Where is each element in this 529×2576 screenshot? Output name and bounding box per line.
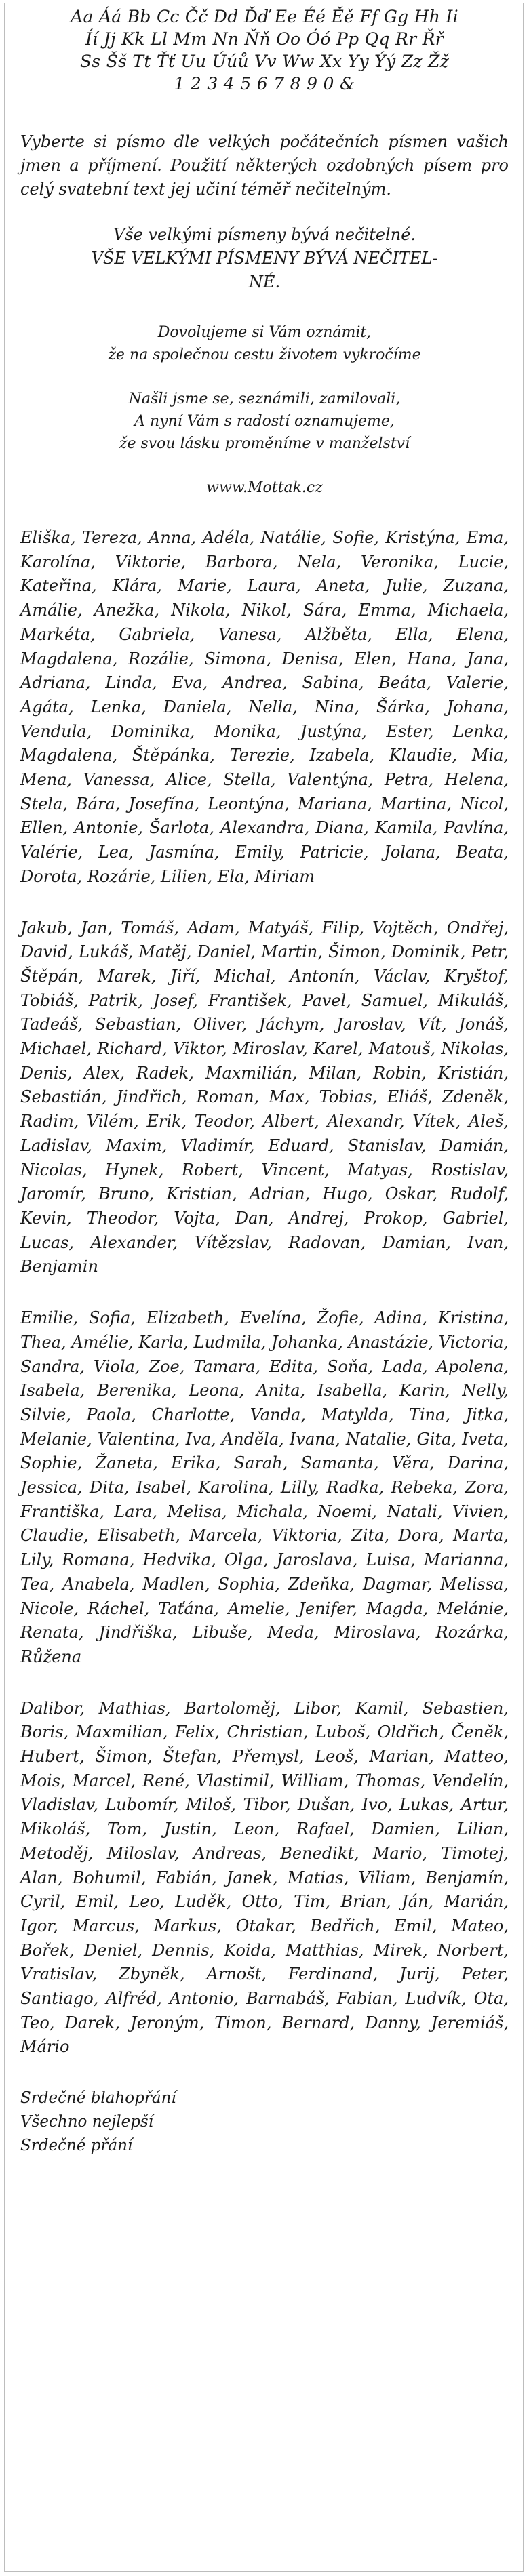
alphabet-line: Aa Áá Bb Cc Čč Dd Ďď Ee Éé Ěě Ff Gg Hh Ii bbox=[71, 7, 458, 26]
alphabet-line: Ss Šš Tt Ťť Uu Úúů Vv Ww Xx Yy Ýý Zz Žž bbox=[79, 52, 450, 71]
note-line: Vše velkými písmeny bývá nečitelné. bbox=[113, 225, 416, 244]
verse-line: A nyní Vám s radostí oznamujeme, bbox=[134, 413, 395, 430]
font-sample-sheet bbox=[20, 5, 509, 2158]
greetings-list bbox=[20, 2087, 509, 2158]
uppercase-note bbox=[20, 223, 509, 294]
greeting-line: Srdečné blahopřání bbox=[20, 2089, 176, 2108]
names-female-czech: Eliška, Tereza, Anna, Adéla, Natálie, Sofie, Kristýna, Ema, Karolína, Viktorie, Barbora, Nela, Veronika, Lucie, Kateřina, Klára, Marie, Laura, Aneta, Julie, Zuzana, Amálie, Anežka, Nikola, Nikol, Sára, Emma, Michaela, Markéta, Gabriela, Vanesa, Alžběta, Ella, Elena, Magdalena, Rozálie, Simona, Denisa, Elen, Hana, Jana, Adriana, Linda, Eva, Andrea, Sabina, Beáta, Valerie, Agáta, Lenka, Daniela, Nella, Nina, Šárka, Johana, Vendula, Dominika, Monika, Justýna, Ester, Lenka, Magdalena, Štěpánka, Terezie, Izabela, Klaudie, Mia, Mena, Vanessa, Alice, Stella, Valentýna, Petra, Helena, Stela, Bára, Josefína, Leontýna, Mariana, Martina, Nicol, Ellen, Antonie, Šarlota, Alexandra, Diana, Kamila, Pavlína, Valérie, Lea, Jasmína, Emily, Patricie, Jolana, Beata, Dorota, Rozárie, Lilien, Ela, Miriam bbox=[20, 528, 509, 886]
digits-line: 1 2 3 4 5 6 7 8 9 0 & bbox=[174, 74, 355, 94]
invitation-stanza bbox=[20, 321, 509, 366]
verse-line: Našli jsme se, seznámili, zamilovali, bbox=[128, 390, 401, 407]
note-line-uppercase: VŠE VELKÝMI PÍSMENY BÝVÁ NEČITEL- bbox=[91, 249, 438, 268]
website-text: www.Mottak.cz bbox=[206, 479, 323, 496]
verse-line: Dovolujeme si Vám oznámit, bbox=[157, 324, 372, 341]
intro-paragraph: Vyberte si písmo dle velkých počátečních písmen vašich jmen a příjmení. Použití některých ozdobných písem pro celý svatební text jej učiní téměř nečitelným. bbox=[20, 132, 509, 199]
names-male-czech: Jakub, Jan, Tomáš, Adam, Matyáš, Filip, Vojtěch, Ondřej, David, Lukáš, Matěj, Daniel, Martin, Šimon, Dominik, Petr, Štěpán, Marek, Jiří, Michal, Antonín, Václav, Kryštof, Tobiáš, Patrik, Josef, František, Pavel, Samuel, Mikuláš, Tadeáš, Sebastian, Oliver, Jáchym, Jaroslav, Vít, Jonáš, Michael, Richard, Viktor, Miroslav, Karel, Matouš, Nikolas, Denis, Alex, Radek, Maxmilián, Milan, Robin, Kristián, Sebastián, Jindřich, Roman, Max, Tobias, Eliáš, Zdeněk, Radim, Vilém, Erik, Teodor, Albert, Alexandr, Vítek, Aleš, Ladislav, Maxim, Vladimír, Eduard, Stanislav, Damián, Nicolas, Hynek, Robert, Vincent, Matyas, Rostislav, Jaromír, Bruno, Kristian, Adrian, Hugo, Oskar, Rudolf, Kevin, Theodor, Vojta, Dan, Andrej, Prokop, Gabriel, Lucas, Alexander, Vítězslav, Radovan, Damian, Ivan, Benjamin bbox=[20, 918, 509, 1276]
alphabet-line: Íí Jj Kk Ll Mm Nn Ňň Oo Óó Pp Qq Rr Řř bbox=[85, 29, 444, 49]
greeting-line: Srdečné přání bbox=[20, 2137, 133, 2155]
names-male-international: Dalibor, Mathias, Bartoloměj, Libor, Kamil, Sebastien, Boris, Maxmilian, Felix, Christian, Luboš, Oldřich, Čeněk, Hubert, Šimon, Štefan, Přemysl, Leoš, Marian, Matteo, Mois, Marcel, René, Vlastimil, William, Thomas, Vendelín, Vladislav, Lubomír, Miloš, Tibor, Dušan, Ivo, Lukas, Artur, Mikoláš, Tom, Justin, Leon, Rafael, Damien, Lilian, Metoděj, Miloslav, Andreas, Benedikt, Mario, Timotej, Alan, Bohumil, Fabián, Janek, Matias, Viliam, Benjamín, Cyril, Emil, Leo, Luděk, Otto, Tim, Brian, Ján, Marián, Igor, Marcus, Markus, Otakar, Bedřich, Emil, Mateo, Bořek, Deniel, Dennis, Koida, Matthias, Mirek, Norbert, Vratislav, Zbyněk, Arnošt, Ferdinand, Jurij, Peter, Santiago, Alfréd, Antonio, Barnabáš, Fabian, Ludvík, Ota, Teo, Darek, Jeroným, Timon, Bernard, Danny, Jeremiáš, Mário bbox=[20, 1698, 509, 2057]
names-female-international: Emilie, Sofia, Elizabeth, Evelína, Žofie, Adina, Kristina, Thea, Amélie, Karla, Ludmila, Johanka, Anastázie, Victoria, Sandra, Viola, Zoe, Tamara, Edita, Soňa, Lada, Apolena, Isabela, Berenika, Leona, Anita, Isabella, Karin, Nelly, Silvie, Paola, Charlotte, Vanda, Matylda, Tina, Jitka, Melanie, Valentina, Iva, Anděla, Ivana, Natalie, Gita, Iveta, Sophie, Žaneta, Erika, Sarah, Samanta, Věra, Darina, Jessica, Dita, Isabel, Karolina, Lilly, Radka, Rebeka, Zora, Františka, Lara, Melisa, Michala, Noemi, Natali, Vivien, Claudie, Elisabeth, Marcela, Viktoria, Zita, Dora, Marta, Lily, Romana, Hedvika, Olga, Jaroslava, Luisa, Marianna, Tea, Anabela, Madlen, Sophia, Zdeňka, Dagmar, Melissa, Nicole, Ráchel, Taťána, Amelie, Jenifer, Magda, Melánie, Renata, Jindřiška, Libuše, Meda, Miroslava, Rozárka, Růžena bbox=[20, 1308, 509, 1666]
invitation-stanza bbox=[20, 388, 509, 455]
verse-line: že na společnou cestu životem vykročíme bbox=[108, 346, 421, 363]
note-line-uppercase: NÉ. bbox=[248, 273, 281, 291]
verse-line: že svou lásku proměníme v manželství bbox=[119, 435, 410, 452]
invitation-sample bbox=[20, 321, 509, 499]
greeting-line: Všechno nejlepší bbox=[20, 2113, 154, 2131]
alphabet-sample bbox=[20, 5, 509, 95]
